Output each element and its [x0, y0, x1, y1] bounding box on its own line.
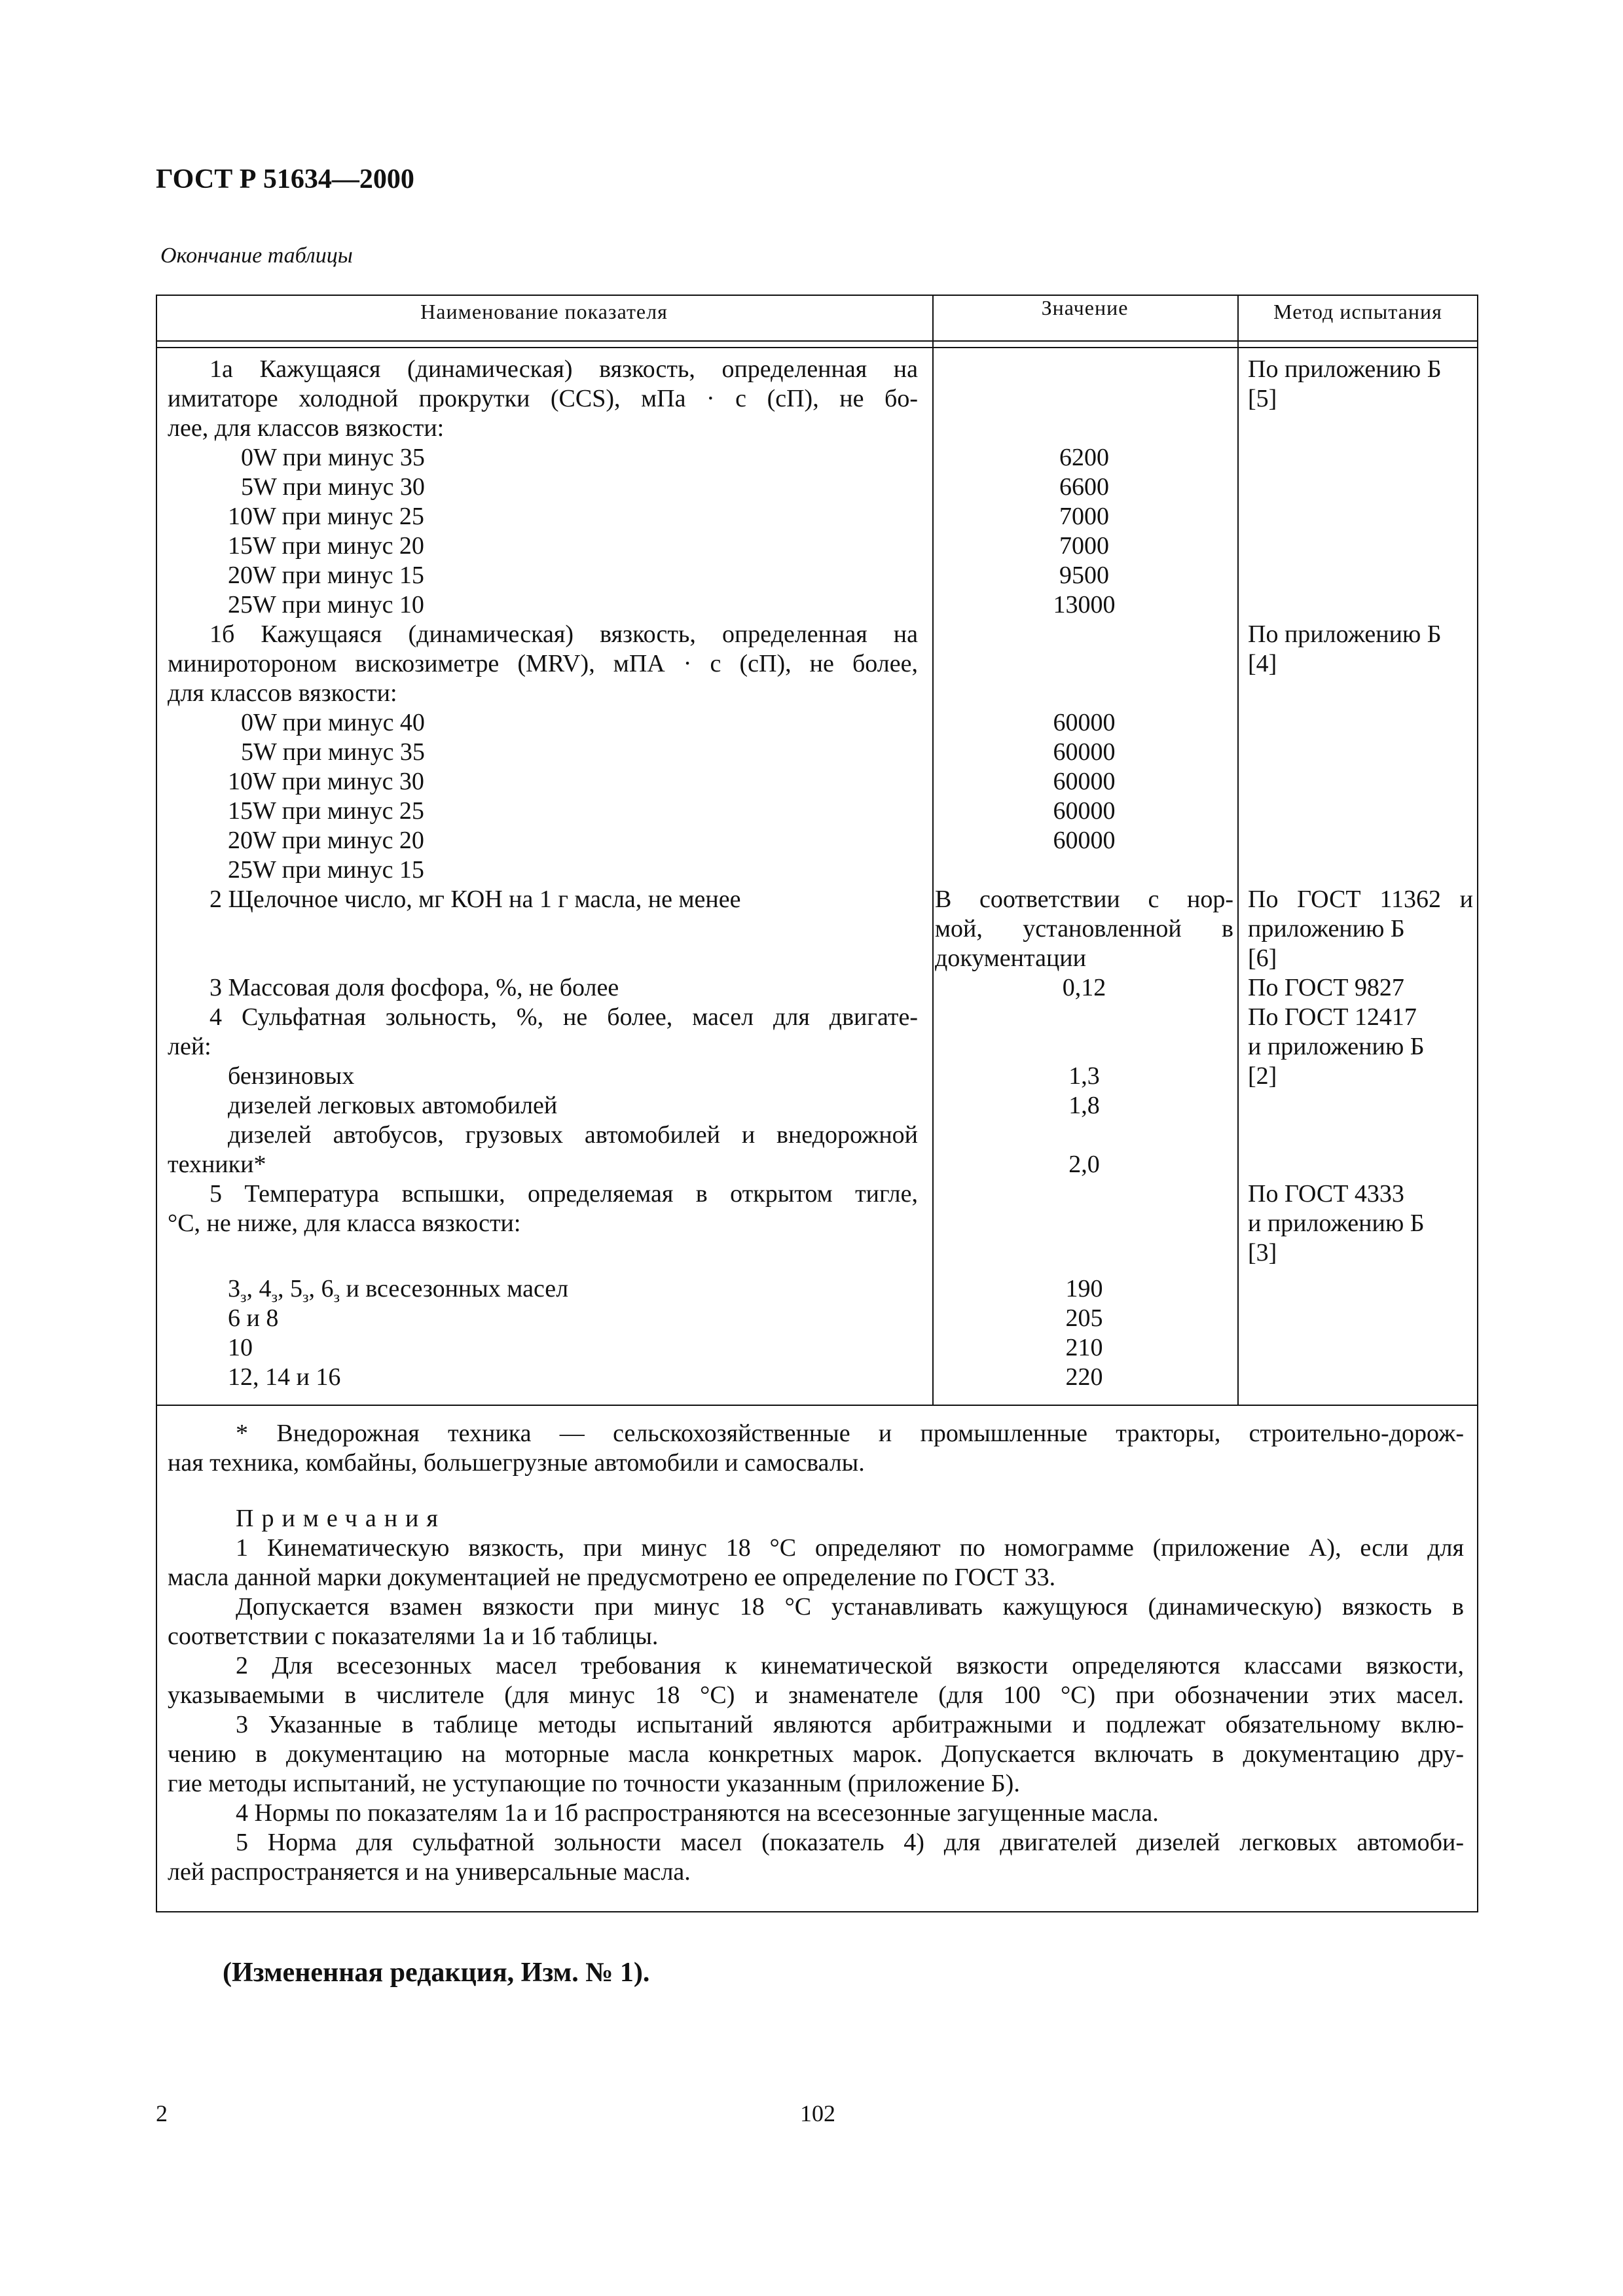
- note-line: чению в документацию на моторные масла конкретных марок. Допускается включать в документацию дру-: [168, 1740, 1464, 1768]
- table-cell-name: 4 Сульфатная зольность, %, не более, масел для двигате-: [210, 1003, 918, 1031]
- table-cell-value: В соответствии с нор-: [935, 886, 1233, 913]
- header-rule: [156, 340, 1478, 342]
- table-cell-method: По ГОСТ 9827: [1248, 974, 1404, 1001]
- table-cell-value: 210: [1065, 1334, 1103, 1361]
- table-cell-method: [2]: [1248, 1062, 1277, 1090]
- table-cell-value: 60000: [1053, 768, 1116, 795]
- table-cell-name: 20W при минус 15: [228, 562, 424, 589]
- note-line: 1 Кинематическую вязкость, при минус 18 °С определяют по номограмме (приложение А), если для: [236, 1534, 1464, 1562]
- notes-heading: Примечания: [236, 1505, 446, 1532]
- table-cell-value: 13000: [1053, 591, 1116, 619]
- table-cell-method: [5]: [1248, 385, 1277, 412]
- table-cell-value: 6600: [1059, 473, 1109, 501]
- table-cell-method: [3]: [1248, 1239, 1277, 1266]
- note-line: соответствии с показателями 1а и 1б таблицы.: [168, 1623, 659, 1650]
- table-cell-name: 12, 14 и 16: [228, 1363, 341, 1391]
- table-cell-name: техники*: [168, 1151, 266, 1178]
- table-cell-name: для классов вязкости:: [168, 679, 397, 707]
- table-cell-value: 60000: [1053, 797, 1116, 825]
- note-line: гие методы испытаний, не уступающие по точности указанным (приложение Б).: [168, 1770, 1020, 1797]
- edition-note: (Измененная редакция, Изм. № 1).: [223, 1958, 650, 1988]
- table-cell-value: 60000: [1053, 827, 1116, 854]
- class-tail: и всесезонных масел: [339, 1275, 569, 1302]
- table-body-end-rule: [156, 1405, 1478, 1406]
- table-cell-value: документации: [935, 944, 1086, 972]
- table-cell-value: 190: [1065, 1275, 1103, 1302]
- table-cell-name: 10W при минус 30: [228, 768, 424, 795]
- column-divider: [1237, 295, 1239, 1406]
- class-number: 3: [228, 1275, 240, 1302]
- class-subscript: з: [240, 1289, 247, 1306]
- page-number-center: 102: [800, 2100, 835, 2126]
- table-cell-name: дизелей автобусов, грузовых автомобилей и внедорожной: [228, 1121, 918, 1149]
- column-header-value: Значение: [1041, 296, 1129, 319]
- table-cell-name: 1а Кажущаяся (динамическая) вязкость, определенная на: [210, 355, 918, 383]
- class-subscript: з: [271, 1289, 278, 1306]
- table-cell-method: По ГОСТ 12417: [1248, 1003, 1417, 1031]
- table-cell-name: 10: [228, 1334, 253, 1361]
- table-cell-name: 6 и 8: [228, 1304, 279, 1332]
- page-number-left: 2: [156, 2100, 168, 2126]
- class-number: 6: [321, 1275, 334, 1302]
- table-cell-value: 7000: [1059, 503, 1109, 530]
- table-cell-value: 2,0: [1068, 1151, 1100, 1178]
- table-cell-name: 2 Щелочное число, мг КОН на 1 г масла, не менее: [210, 886, 741, 913]
- table-cell-name: 20W при минус 20: [228, 827, 424, 854]
- footnote-line: * Внедорожная техника — сельскохозяйственные и промышленные тракторы, строительно-дорож-: [236, 1420, 1464, 1447]
- table-cell-name: лее, для классов вязкости:: [168, 414, 445, 442]
- note-line: указываемыми в числителе (для минус 18 °С) и знаменателе (для 100 °С) при обозначении этих масел.: [168, 1681, 1464, 1709]
- table-cell-name: 25W при минус 15: [228, 856, 424, 884]
- table-cell-method: [4]: [1248, 650, 1277, 677]
- table-cell-name: °С, не ниже, для класса вязкости:: [168, 1210, 521, 1237]
- table-cell-value: 6200: [1059, 444, 1109, 471]
- table-cell-method: [6]: [1248, 944, 1277, 972]
- separator: ,: [308, 1275, 321, 1302]
- header-rule: [156, 347, 1478, 348]
- table-cell-method: По приложению Б: [1248, 355, 1442, 383]
- table-cell-name: [168, 1274, 918, 1304]
- table-cell-value: 220: [1065, 1363, 1103, 1391]
- note-line: лей распространяется и на универсальные масла.: [168, 1858, 691, 1886]
- table-cell-value: 1,8: [1068, 1092, 1100, 1119]
- table-cell-name: 5 Температура вспышки, определяемая в открытом тигле,: [210, 1180, 918, 1208]
- separator: ,: [277, 1275, 290, 1302]
- table-cell-name: дизелей легковых автомобилей: [228, 1092, 558, 1119]
- table-cell-name: 3 Массовая доля фосфора, %, не более: [210, 974, 619, 1001]
- column-header-name: Наименование показателя: [420, 300, 668, 323]
- table-cell-value: 7000: [1059, 532, 1109, 560]
- table-cell-value: мой, установленной в: [935, 915, 1233, 942]
- table-cell-name: бензиновых: [228, 1062, 355, 1090]
- note-line: Допускается взамен вязкости при минус 18 °С устанавливать кажущуюся (динамическую) вязкость в: [236, 1593, 1464, 1621]
- table-cell-method: По ГОСТ 4333: [1248, 1180, 1404, 1208]
- class-number: 5: [289, 1275, 302, 1302]
- table-cell-name: 5W при минус 30: [241, 473, 425, 501]
- document-title: ГОСТ Р 51634—2000: [156, 164, 414, 194]
- table-cell-name: миниротороном вискозиметре (MRV), мПА · с (сП), не более,: [168, 650, 918, 677]
- table-cell-name: лей:: [168, 1033, 211, 1060]
- table-cell-value: 60000: [1053, 738, 1116, 766]
- table-cell-name: 10W при минус 25: [228, 503, 424, 530]
- table-cell-name: имитаторе холодной прокрутки (CCS), мПа · с (сП), не бо-: [168, 385, 918, 412]
- table-cell-name: 15W при минус 20: [228, 532, 424, 560]
- class-subscript: з: [333, 1289, 340, 1306]
- table-cell-name: 25W при минус 10: [228, 591, 424, 619]
- table-cell-method: По ГОСТ 11362 и: [1248, 886, 1473, 913]
- table-cell-name: 0W при минус 40: [241, 709, 425, 736]
- note-line: 4 Нормы по показателям 1а и 1б распространяются на всесезонные загущенные масла.: [236, 1799, 1159, 1827]
- table-cell-name: 1б Кажущаяся (динамическая) вязкость, определенная на: [210, 620, 918, 648]
- note-line: 5 Норма для сульфатной зольности масел (показатель 4) для двигателей дизелей легковых автомоби-: [236, 1829, 1464, 1856]
- column-divider: [932, 295, 934, 1406]
- class-subscript: з: [302, 1289, 309, 1306]
- table-cell-name: 0W при минус 35: [241, 444, 425, 471]
- table-cell-method: и приложению Б: [1248, 1210, 1425, 1237]
- separator: ,: [246, 1275, 259, 1302]
- table-cell-value: 1,3: [1068, 1062, 1100, 1090]
- column-header-method: Метод испытания: [1273, 300, 1442, 323]
- note-line: 2 Для всесезонных масел требования к кинематической вязкости определяются классами вязкости,: [236, 1652, 1464, 1679]
- table-cell-value: 205: [1065, 1304, 1103, 1332]
- note-line: 3 Указанные в таблице методы испытаний являются арбитражными и подлежат обязательному вклю-: [236, 1711, 1464, 1738]
- table-cell-value: 60000: [1053, 709, 1116, 736]
- table-cell-value: 0,12: [1062, 974, 1106, 1001]
- note-line: масла данной марки документацией не предусмотрено ее определение по ГОСТ 33.: [168, 1564, 1056, 1591]
- table-cell-name: 5W при минус 35: [241, 738, 425, 766]
- table-cell-name: 15W при минус 25: [228, 797, 424, 825]
- table-cell-method: По приложению Б: [1248, 620, 1442, 648]
- table-cell-method: приложению Б: [1248, 915, 1405, 942]
- table-cell-method: и приложению Б: [1248, 1033, 1425, 1060]
- footnote-line: ная техника, комбайны, большегрузные автомобили и самосвалы.: [168, 1449, 865, 1477]
- class-number: 4: [259, 1275, 272, 1302]
- table-cell-value: 9500: [1059, 562, 1109, 589]
- table-caption: Окончание таблицы: [160, 243, 353, 268]
